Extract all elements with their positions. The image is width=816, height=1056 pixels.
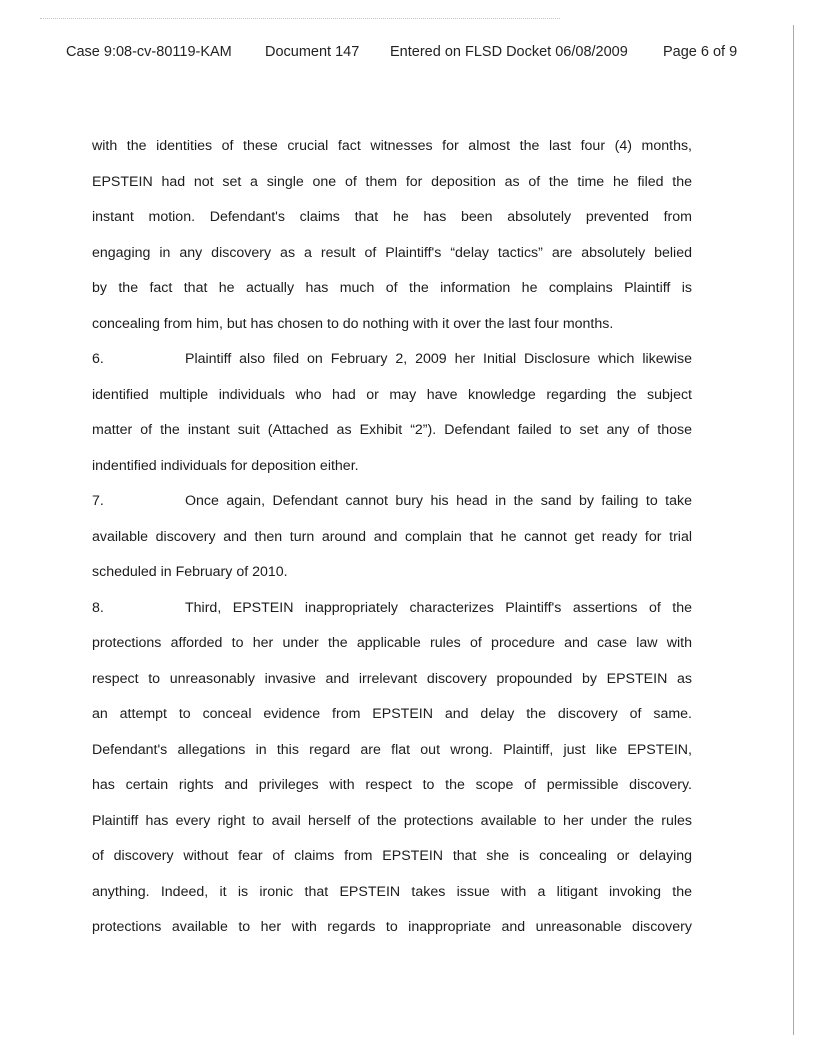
text-line: instant motion. Defendant's claims that he has been absolutely prevented from [92,209,692,225]
header-entered-date: Entered on FLSD Docket 06/08/2009 [390,44,628,60]
header-case-number: Case 9:08-cv-80119-KAM [66,44,232,60]
text-line: Defendant's allegations in this regard are flat out wrong. Plaintiff, just like EPSTEIN, [92,741,692,758]
text-line: scheduled in February of 2010. [92,564,288,580]
text-line: of discovery without fear of claims from EPSTEIN that she is concealing or delaying [92,848,692,864]
text-line: matter of the instant suit (Attached as Exhibit “2”). Defendant failed to set any of those [92,422,692,438]
scan-artifact-top [40,18,560,19]
paragraph-number: 8. [92,599,104,616]
text-line: Plaintiff has every right to avail herself of the protections available to her under the rules [92,812,692,829]
paragraph-7-first-line [92,484,692,520]
text-line: identified multiple individuals who had or may have knowledge regarding the subject [92,386,692,403]
text-line: concealing from him, but has chosen to do nothing with it over the last four months. [92,315,614,332]
text-line-content: Plaintiff also filed on February 2, 2009 her Initial Disclosure which likewise [185,351,692,367]
header-page-number: Page 6 of 9 [663,44,738,60]
paragraph-8-first-line [92,591,692,627]
text-line: anything. Indeed, it is ironic that EPSTEIN takes issue with a litigant invoking the [92,883,692,900]
scan-artifact-right-edge [793,25,794,1035]
text-line: protections available to her with regards to inappropriate and unreasonable discovery [92,919,692,935]
text-line: protections afforded to her under the applicable rules of procedure and case law with [92,635,692,651]
text-line: respect to unreasonably invasive and irrelevant discovery propounded by EPSTEIN as [92,670,692,687]
text-line-content: Once again, Defendant cannot bury his head in the sand by failing to take [185,493,692,509]
body-text [92,129,692,946]
text-line: available discovery and then turn around and complain that he cannot get ready for trial [92,528,692,545]
text-line: with the identities of these crucial fact witnesses for almost the last four (4) months, [92,138,692,154]
paragraph-6-first-line [92,342,692,378]
text-line: an attempt to conceal evidence from EPSTEIN and delay the discovery of same. [92,706,692,722]
text-line: by the fact that he actually has much of the information he complains Plaintiff is [92,280,692,296]
header-document-number: Document 147 [265,44,360,60]
docket-header [66,44,746,64]
text-line-content: Third, EPSTEIN inappropriately characterizes Plaintiff's assertions of the [185,599,692,616]
text-line: has certain rights and privileges with respect to the scope of permissible discovery. [92,777,692,793]
paragraph-number: 7. [92,493,104,509]
text-line: EPSTEIN had not set a single one of them for deposition as of the time he filed the [92,173,692,190]
text-line: indentified individuals for deposition either. [92,457,359,474]
text-line: engaging in any discovery as a result of Plaintiff's “delay tactics” are absolutely belied [92,244,692,261]
paragraph-number: 6. [92,351,104,367]
